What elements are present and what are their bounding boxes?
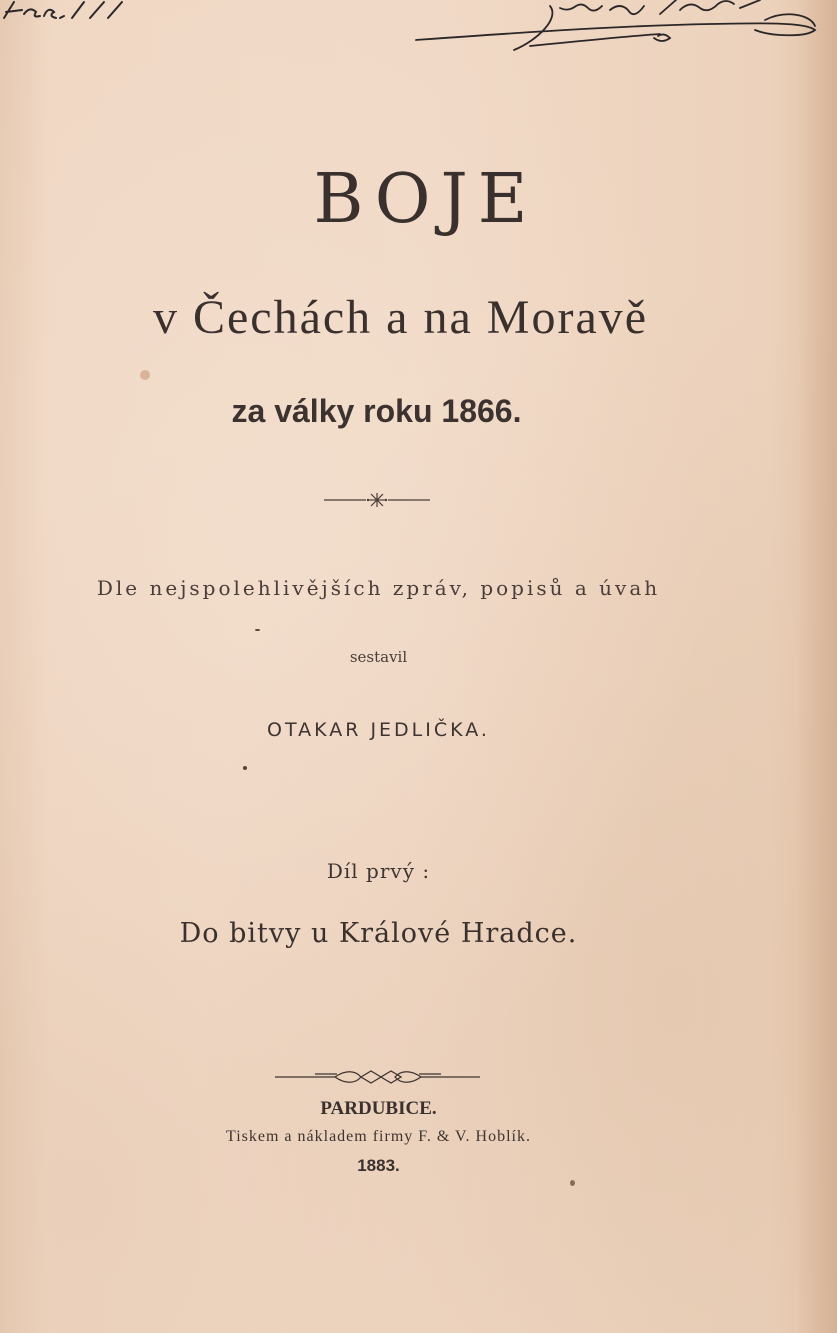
paper-speck [570,1180,575,1186]
paper-speck [140,370,150,380]
book-title: BOJE [313,160,538,239]
paper-speck [255,629,260,631]
owner-signature [410,0,830,62]
part-label: Díl prvý : [326,859,431,883]
sources-line: Dle nejspolehlivějších zpráv, popisů a úvah [96,576,661,600]
compiled-by-label: sestavil [349,648,408,666]
shelf-mark-handwriting [0,0,150,30]
part-title: Do bitvy u Králové Hradce. [179,918,578,949]
publication-year: 1883. [357,1156,400,1175]
paper-speck [243,766,247,770]
publication-city: PARDUBICE. [320,1098,437,1119]
scroll-rule-icon [275,1066,481,1088]
war-year-line: za války roku 1866. [231,393,522,429]
printer-line: Tiskem a nákladem firmy F. & V. Hoblík. [226,1128,531,1145]
book-subtitle: v Čechách a na Moravě [152,291,649,344]
asterism-rule-icon [324,490,432,510]
author-name: OTAKAR JEDLIČKA. [267,719,490,741]
